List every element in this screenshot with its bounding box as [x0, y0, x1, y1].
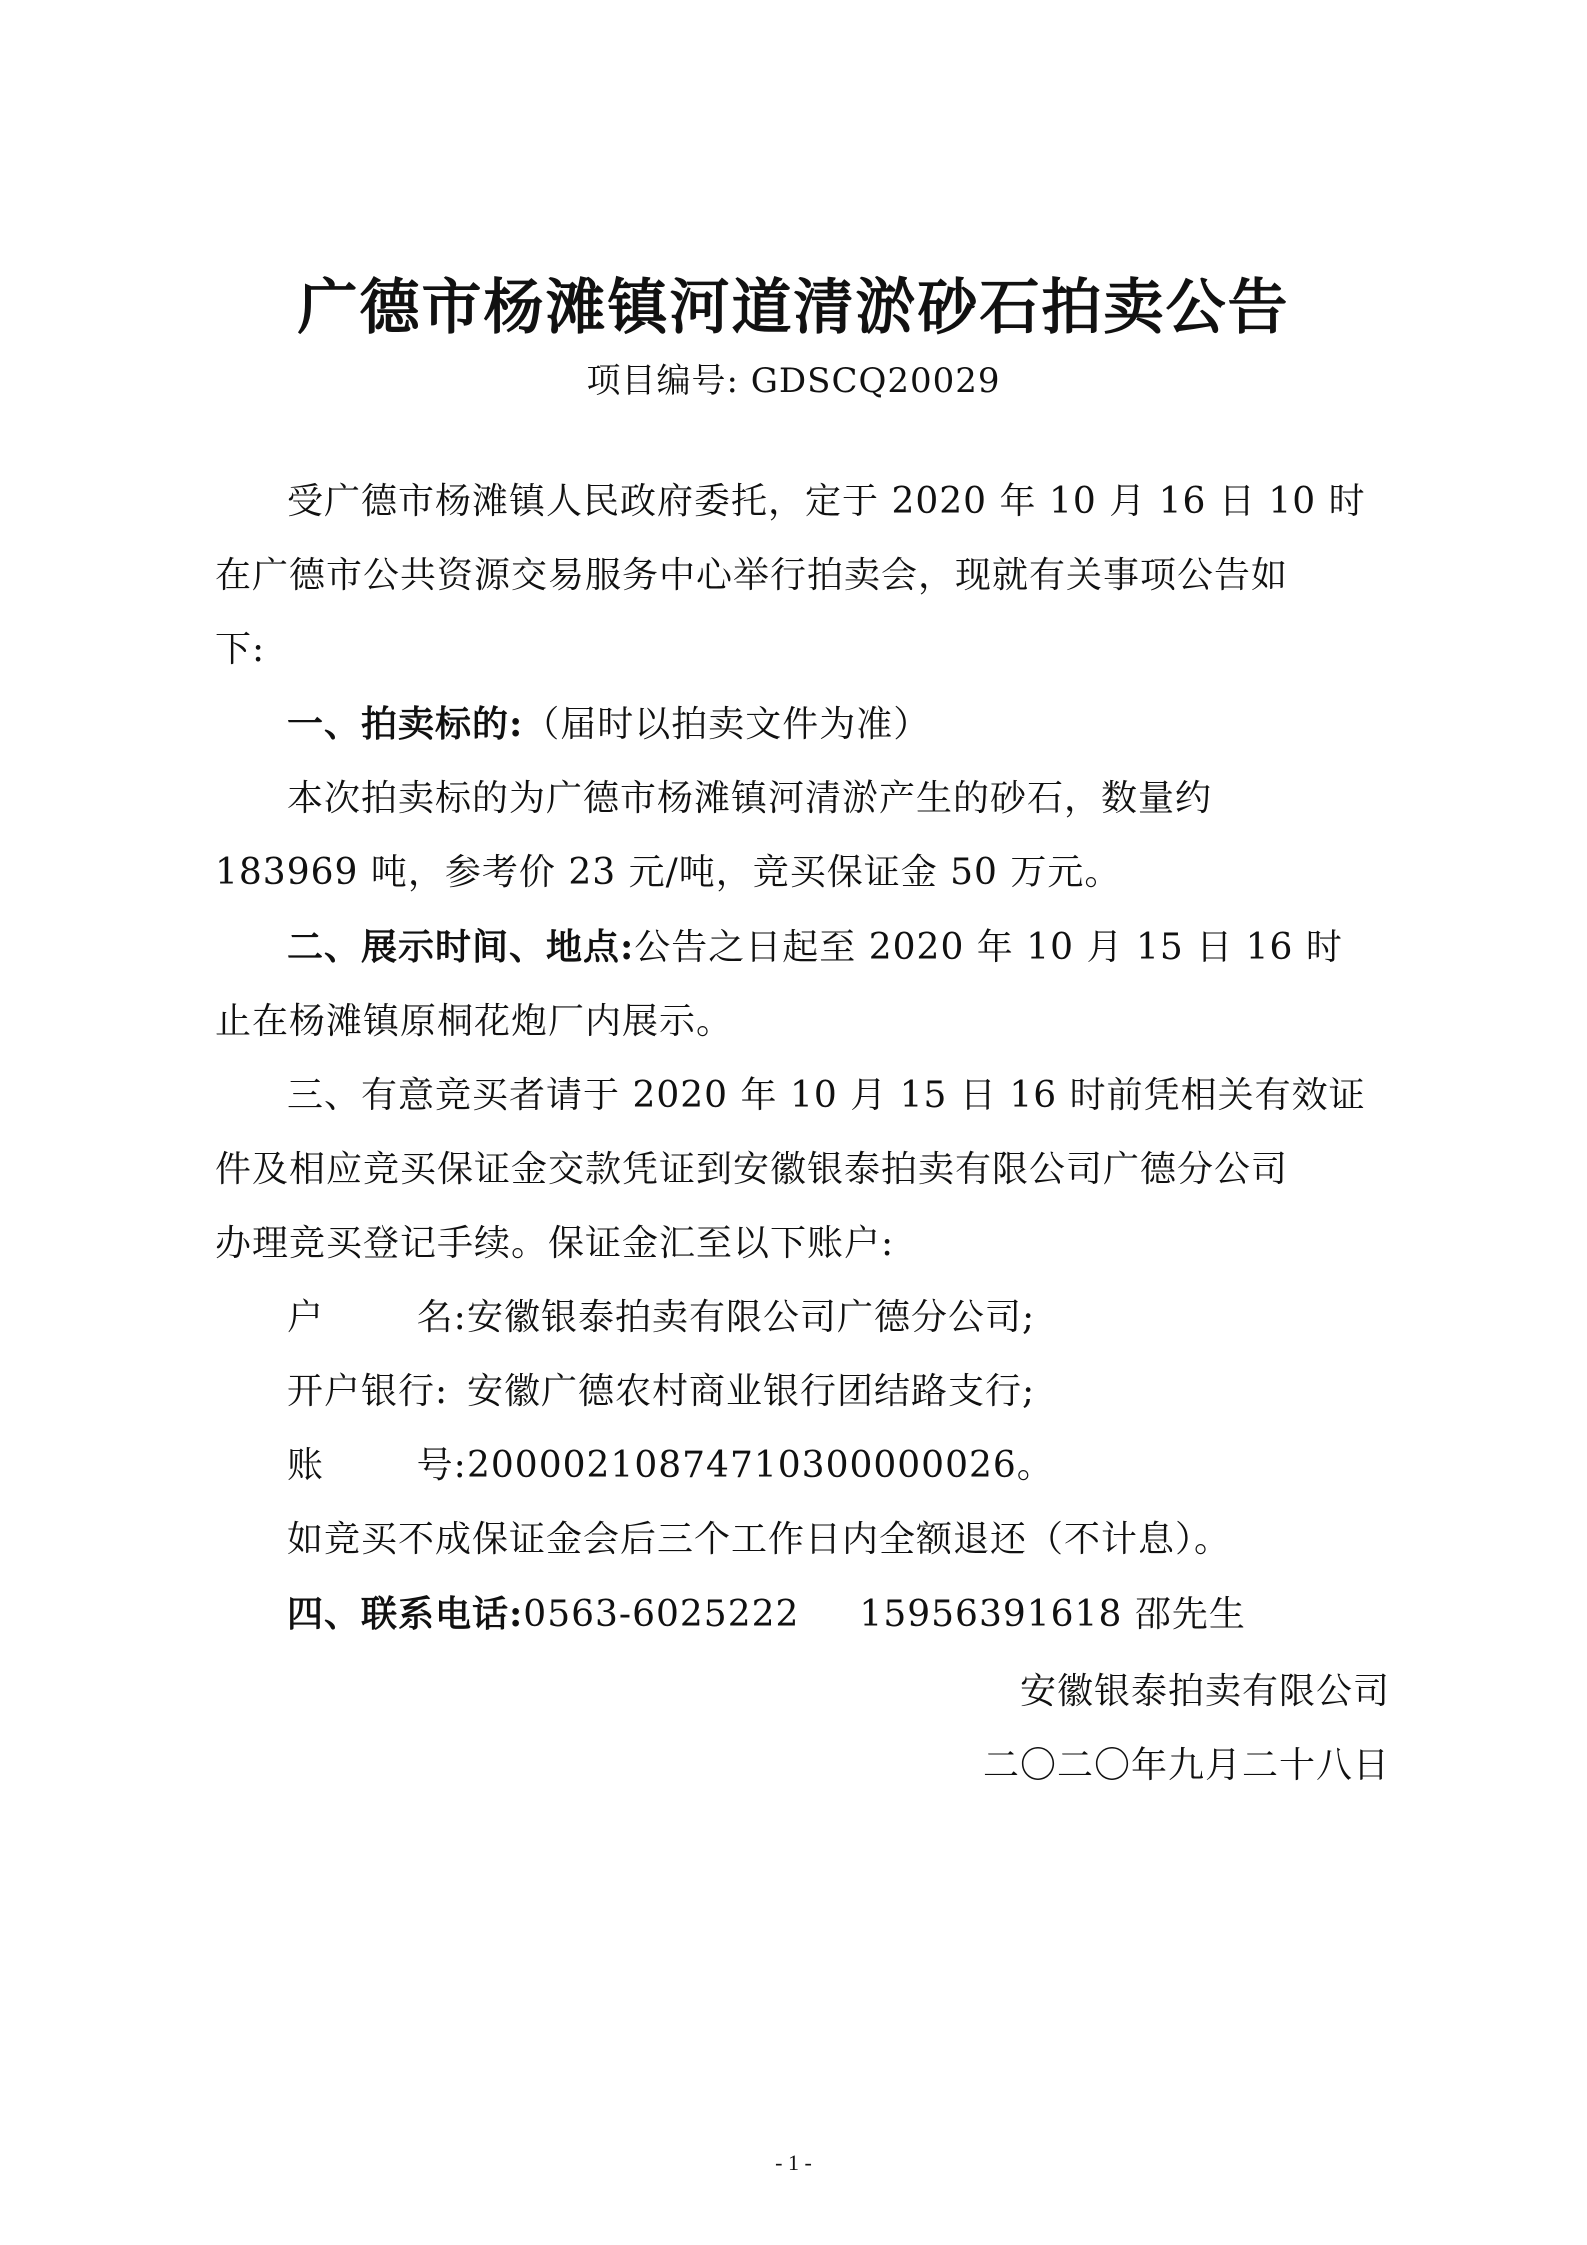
section4-line	[215, 1577, 1390, 1652]
project-number	[0, 356, 1587, 406]
section1-text: 183969 吨，参考价 23 元/吨，竞买保证金 50 万元。	[215, 852, 1122, 893]
bank-value: 安徽广德农村商业银行团结路支行;	[467, 1371, 1036, 1412]
section2-text: 公告之日起至 2020 年 10 月 15 日 16 时	[634, 927, 1343, 968]
phone-1: 0563-6025222	[523, 1594, 800, 1635]
signature-date: 二〇二〇年九月二十八日	[982, 1745, 1390, 1786]
section1-line	[215, 836, 1390, 910]
account-name-row	[215, 1281, 1390, 1355]
section3-text: 件及相应竞买保证金交款凭证到安徽银泰拍卖有限公司广德分公司	[215, 1149, 1289, 1190]
project-number-label: 项目编号:	[586, 361, 739, 401]
section3-text: 三、有意竞买者请于 2020 年 10 月 15 日 16 时前凭相关有效证	[287, 1075, 1366, 1116]
refund-note-row	[215, 1503, 1390, 1577]
bank-row	[215, 1355, 1390, 1429]
section1-line	[215, 762, 1390, 836]
intro-line: 在广德市公共资源交易服务中心举行拍卖会，现就有关事项公告如	[215, 555, 1289, 596]
section1-heading-line	[215, 687, 1390, 762]
refund-note: 如竞买不成保证金会后三个工作日内全额退还（不计息）。	[287, 1519, 1232, 1560]
project-number-value: GDSCQ20029	[750, 361, 1001, 401]
section3-line	[215, 1059, 1390, 1133]
section1-text: 本次拍卖标的为广德市杨滩镇河清淤产生的砂石，数量约	[287, 778, 1213, 819]
section4-heading: 四、联系电话:	[287, 1593, 524, 1635]
section1-note: （届时以拍卖文件为准）	[523, 704, 931, 745]
account-name-label: 户 名:	[287, 1297, 467, 1338]
intro-line: 下:	[215, 629, 266, 670]
intro-paragraph-cont	[215, 539, 1390, 613]
bank-label: 开户银行:	[287, 1371, 449, 1412]
account-number-value: 20000210874710300000026。	[467, 1445, 1054, 1486]
document-title: 广德市杨滩镇河道清淤砂石拍卖公告	[297, 273, 1290, 343]
section2-line	[215, 910, 1390, 985]
intro-line: 受广德市杨滩镇人民政府委托，定于 2020 年 10 月 16 日 10 时	[287, 481, 1366, 522]
signature-block	[983, 1655, 1390, 1803]
section2-heading: 二、展示时间、地点:	[287, 926, 635, 968]
section3-text: 办理竞买登记手续。保证金汇至以下账户:	[215, 1223, 895, 1264]
intro-paragraph-cont	[215, 613, 1390, 687]
section3-line	[215, 1133, 1390, 1207]
phone-2: 15956391618 邵先生	[859, 1594, 1246, 1635]
account-name-value: 安徽银泰拍卖有限公司广德分公司;	[467, 1297, 1036, 1338]
page-number: - 1 -	[775, 2150, 812, 2175]
intro-paragraph	[215, 465, 1390, 539]
section2-line	[215, 985, 1390, 1059]
account-number-row	[215, 1429, 1390, 1503]
section2-text: 止在杨滩镇原桐花炮厂内展示。	[215, 1001, 734, 1042]
signature-company: 安徽银泰拍卖有限公司	[1019, 1671, 1390, 1712]
section1-heading: 一、拍卖标的:	[287, 703, 524, 745]
section3-line	[215, 1207, 1390, 1281]
account-number-label: 账 号:	[287, 1445, 467, 1486]
document-body	[215, 465, 1390, 1652]
